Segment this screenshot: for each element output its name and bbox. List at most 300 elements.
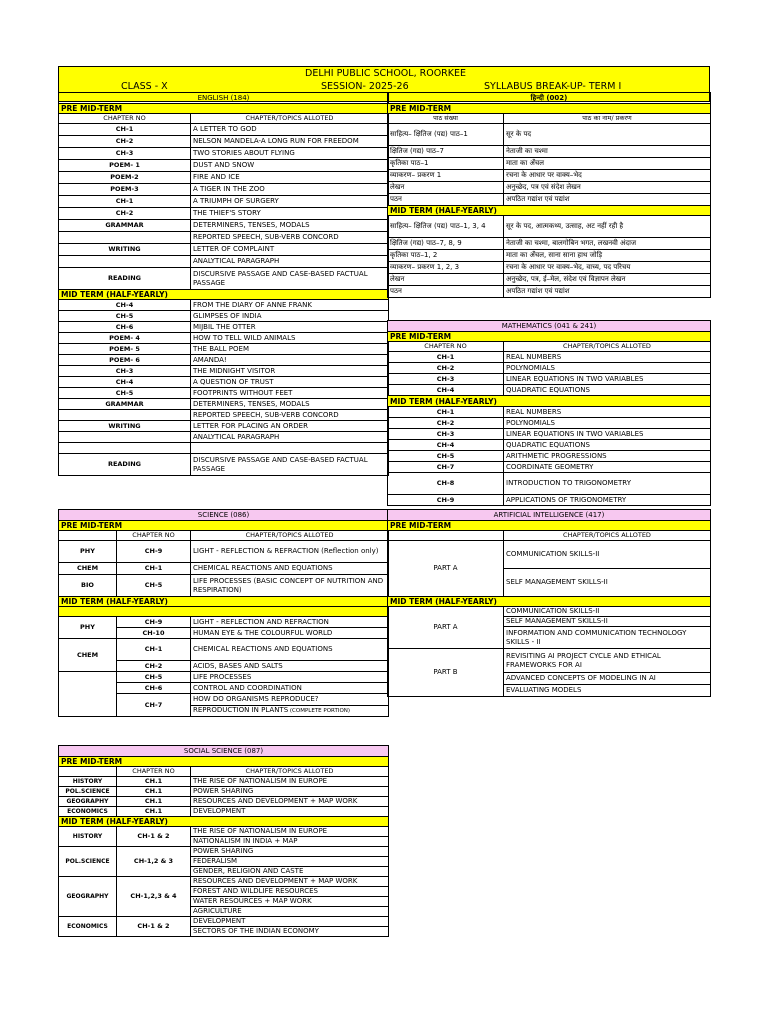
chapter-topic: ANALYTICAL PARAGRAPH <box>191 432 389 443</box>
table-row <box>388 170 711 182</box>
section-title-row <box>388 93 711 104</box>
chapter-no: CH-1 <box>388 407 504 418</box>
table-row <box>59 366 389 377</box>
path-name: रचना के आधार पर वाक्य–भेद, वाच्य, पद परिचय <box>504 262 711 274</box>
chapter-topic: HOW DO ORGANISMS REPRODUCE? <box>191 694 389 706</box>
subject-name: PHY <box>59 617 117 639</box>
chapter-topic: FOOTPRINTS WITHOUT FEET <box>191 388 389 399</box>
chapter-no: CH-6 <box>117 683 191 694</box>
chapter-no: CH.1 <box>117 777 191 787</box>
chapter-no <box>59 232 191 244</box>
chapter-no: CH-5 <box>117 575 191 597</box>
part-a-label: PART A <box>388 607 504 649</box>
chapter-no: READING <box>59 454 191 476</box>
chapter-no: WRITING <box>59 421 191 432</box>
math-table <box>387 320 711 506</box>
science-table <box>58 509 389 717</box>
chapter-no: CH-2 <box>59 136 191 148</box>
path-name: अपठित गद्यांश एवं पद्यांश <box>504 286 711 298</box>
subject-header <box>59 531 117 541</box>
chapter-no: CH-10 <box>117 628 191 639</box>
chapter-topic: DETERMINERS, TENSES, MODALS <box>191 399 389 410</box>
table-row <box>59 399 389 410</box>
table-row <box>59 208 389 220</box>
class-label: CLASS - X <box>121 81 168 92</box>
table-row <box>59 432 389 443</box>
chapter-no <box>59 443 191 454</box>
chapter-no: CH-3 <box>59 148 191 160</box>
table-row <box>59 244 389 256</box>
table-row <box>388 418 711 429</box>
table-row <box>59 917 389 927</box>
pre-mid-label: PRE MID-TERM <box>388 521 711 531</box>
chapter-topic: LIFE PROCESSES <box>191 672 389 683</box>
chapter-no: CH-5 <box>388 451 504 462</box>
table-row <box>59 410 389 421</box>
table-row <box>59 797 389 807</box>
chapter-topic: ARITHMETIC PROGRESSIONS <box>504 451 711 462</box>
chapter-topic: FIRE AND ICE <box>191 172 389 184</box>
chapter-no-header: CHAPTER NO <box>388 342 504 352</box>
term-row <box>388 206 711 216</box>
table-row <box>59 827 389 837</box>
column-header-row <box>59 531 389 541</box>
path-name: अनुच्छेद, पत्र एवं संदेश लेखन <box>504 182 711 194</box>
yellow-spacer <box>59 607 389 617</box>
column-header-row <box>59 114 389 124</box>
chapter-no: CH-7 <box>388 462 504 473</box>
topics-header: CHAPTER/TOPICS ALLOTED <box>504 342 711 352</box>
subject-name: ECONOMICS <box>59 917 117 937</box>
path-number: क्षितिज (गद्य) पाठ–7 <box>388 146 504 158</box>
chapter-no: CH-4 <box>388 385 504 396</box>
mid-term-label: MID TERM (HALF-YEARLY) <box>388 597 711 607</box>
chapter-topic: HUMAN EYE & THE COLOURFUL WORLD <box>191 628 389 639</box>
chapter-topic: FROM THE DIARY OF ANNE FRANK <box>191 300 389 311</box>
table-row <box>59 124 389 136</box>
chapter-no-header: CHAPTER NO <box>59 114 191 124</box>
table-row <box>59 541 389 563</box>
table-row <box>59 672 389 683</box>
chapter-topic: THE BALL POEM <box>191 344 389 355</box>
chapter-topic: POWER SHARING <box>191 847 389 857</box>
table-row <box>59 196 389 208</box>
path-number: साहित्य– क्षितिज (पद्य) पाठ–1, 3, 4 <box>388 216 504 238</box>
table-row <box>388 286 711 298</box>
table-row <box>59 877 389 887</box>
ai-table <box>387 509 711 697</box>
chapter-topic: DISCURSIVE PASSAGE AND CASE-BASED FACTUAL PASSAGE <box>191 454 389 476</box>
ai-title: ARTIFICIAL INTELLIGENCE (417) <box>388 510 711 521</box>
chapter-no: CH-2 <box>388 363 504 374</box>
table-row <box>59 639 389 661</box>
chapter-no: CH.1 <box>117 797 191 807</box>
chapter-no: CH-8 <box>388 473 504 495</box>
chapter-no: CH-1 & 2 <box>117 827 191 847</box>
table-row <box>59 160 389 172</box>
table-row <box>388 451 711 462</box>
topics-header: CHAPTER/TOPICS ALLOTED <box>191 114 389 124</box>
section-title-row <box>59 746 389 757</box>
table-row <box>59 575 389 597</box>
table-row <box>388 607 711 617</box>
pre-mid-label: PRE MID-TERM <box>388 332 711 342</box>
chapter-no <box>59 432 191 443</box>
section-title-row <box>59 93 389 104</box>
chapter-topic: A TRIUMPH OF SURGERY <box>191 196 389 208</box>
chapter-topic: NATIONALISM IN INDIA + MAP <box>191 837 389 847</box>
chapter-no: CH-9 <box>117 617 191 628</box>
syllabus-label: SYLLABUS BREAK-UP- TERM I <box>484 81 622 92</box>
chapter-topic: ACIDS, BASES AND SALTS <box>191 661 389 672</box>
chapter-topic: DUST AND SNOW <box>191 160 389 172</box>
chapter-topic: WATER RESOURCES + MAP WORK <box>191 897 389 907</box>
chapter-topic: INFORMATION AND COMMUNICATION TECHNOLOGY SKILLS - II <box>504 627 711 649</box>
chapter-topic: INTRODUCTION TO TRIGONOMETRY <box>504 473 711 495</box>
chapter-no: CH-9 <box>388 495 504 506</box>
table-row <box>388 250 711 262</box>
table-row <box>388 274 711 286</box>
chapter-no: CH-7 <box>117 694 191 717</box>
column-header-row <box>388 114 711 124</box>
table-row <box>388 194 711 206</box>
chapter-no: CH-1 <box>117 563 191 575</box>
chapter-topic: ANALYTICAL PARAGRAPH <box>191 256 389 268</box>
english-title: ENGLISH (184) <box>59 93 389 104</box>
table-row <box>59 232 389 244</box>
table-row <box>59 333 389 344</box>
chapter-no: CH-6 <box>59 322 191 333</box>
chapter-topic: LIGHT - REFLECTION & REFRACTION (Reflection only) <box>191 541 389 563</box>
table-row <box>388 374 711 385</box>
chapter-topic: DISCURSIVE PASSAGE AND CASE-BASED FACTUAL PASSAGE <box>191 268 389 290</box>
chapter-no: GRAMMAR <box>59 220 191 232</box>
subject-header <box>59 767 117 777</box>
science-title: SCIENCE (086) <box>59 510 389 521</box>
table-row <box>59 184 389 196</box>
chapter-no: CH-5 <box>59 388 191 399</box>
path-number: कृतिका पाठ–1 <box>388 158 504 170</box>
table-row <box>59 256 389 268</box>
table-row <box>59 172 389 184</box>
table-row <box>59 136 389 148</box>
path-number: क्षितिज (गद्य) पाठ–7, 8, 9 <box>388 238 504 250</box>
chapter-topic: RESOURCES AND DEVELOPMENT + MAP WORK <box>191 797 389 807</box>
chapter-no: CH-4 <box>388 440 504 451</box>
chapter-topic: TWO STORIES ABOUT FLYING <box>191 148 389 160</box>
term-row <box>59 104 389 114</box>
subject-name: GEOGRAPHY <box>59 877 117 917</box>
chapter-topic <box>191 443 389 454</box>
term-row <box>59 817 389 827</box>
table-row <box>388 238 711 250</box>
path-name: अनुच्छेद, पत्र, ई–मेल, संदेश एवं विज्ञापन लेखन <box>504 274 711 286</box>
school-name: DELHI PUBLIC SCHOOL, ROORKEE <box>305 68 467 79</box>
chapter-topic: A QUESTION OF TRUST <box>191 377 389 388</box>
pre-mid-label: PRE MID-TERM <box>388 104 711 114</box>
chapter-no: CH-2 <box>59 208 191 220</box>
part-b-label: PART B <box>388 649 504 697</box>
path-number: लेखन <box>388 182 504 194</box>
chapter-no: CH-2 <box>388 418 504 429</box>
chapter-topic: POLYNOMIALS <box>504 418 711 429</box>
chapter-no: CH-1 <box>117 639 191 661</box>
table-row <box>388 363 711 374</box>
table-row <box>388 385 711 396</box>
subject-name <box>59 672 117 717</box>
term-row <box>388 597 711 607</box>
chapter-topic: MIJBIL THE OTTER <box>191 322 389 333</box>
chapter-no: CH-4 <box>59 377 191 388</box>
chapter-no <box>59 256 191 268</box>
table-row <box>59 148 389 160</box>
chapter-topic: DETERMINERS, TENSES, MODALS <box>191 220 389 232</box>
chapter-no: CH-2 <box>117 661 191 672</box>
path-number: पठन <box>388 194 504 206</box>
chapter-topic: REPORTED SPEECH, SUB-VERB CONCORD <box>191 232 389 244</box>
term-row <box>59 757 389 767</box>
chapter-topic: SECTORS OF THE INDIAN ECONOMY <box>191 927 389 937</box>
sst-title: SOCIAL SCIENCE (087) <box>59 746 389 757</box>
chapter-no: POEM- 4 <box>59 333 191 344</box>
term-row <box>59 290 389 300</box>
section-title-row <box>388 321 711 332</box>
table-row <box>59 807 389 817</box>
chapter-topic: REAL NUMBERS <box>504 352 711 363</box>
table-row <box>59 847 389 857</box>
sst-table <box>58 745 389 937</box>
chapter-topic: COMMUNICATION SKILLS-II <box>504 541 711 569</box>
chapter-no: CH-1 & 2 <box>117 917 191 937</box>
path-name-header: पाठ का नाम/ प्रकरण <box>504 114 711 124</box>
subject-name: PHY <box>59 541 117 563</box>
table-row <box>388 146 711 158</box>
chapter-no-header: CHAPTER NO <box>117 531 191 541</box>
chapter-no: CH.1 <box>117 787 191 797</box>
table-row <box>59 421 389 432</box>
table-row <box>59 311 389 322</box>
chapter-topic: COMMUNICATION SKILLS-II <box>504 607 711 617</box>
subject-name: BIO <box>59 575 117 597</box>
math-title: MATHEMATICS (041 & 241) <box>388 321 711 332</box>
chapter-no: GRAMMAR <box>59 399 191 410</box>
chapter-topic: LINEAR EQUATIONS IN TWO VARIABLES <box>504 374 711 385</box>
table-row <box>388 216 711 238</box>
table-row <box>59 443 389 454</box>
subject-name: POL.SCIENCE <box>59 847 117 877</box>
path-number: कृतिका पाठ–1, 2 <box>388 250 504 262</box>
chapter-no: CH-1,2 & 3 <box>117 847 191 877</box>
chapter-topic: SELF MANAGEMENT SKILLS-II <box>504 569 711 597</box>
mid-term-label: MID TERM (HALF-YEARLY) <box>388 206 711 216</box>
chapter-topic: THE RISE OF NATIONALISM IN EUROPE <box>191 827 389 837</box>
table-row <box>388 158 711 170</box>
chapter-no: CH-9 <box>117 541 191 563</box>
chapter-no: CH-4 <box>59 300 191 311</box>
session-label: SESSION- 2025-26 <box>321 81 409 92</box>
section-title-row <box>59 510 389 521</box>
chapter-topic: LINEAR EQUATIONS IN TWO VARIABLES <box>504 429 711 440</box>
path-name: सूर के पद, आत्मकथ्य, उत्साह, अट नहीं रही है <box>504 216 711 238</box>
chapter-topic: DEVELOPMENT <box>191 807 389 817</box>
topics-header: CHAPTER/TOPICS ALLOTED <box>191 767 389 777</box>
hindi-title: हिन्दी (002) <box>388 93 711 104</box>
table-row <box>59 355 389 366</box>
chapter-topic: LIGHT - REFLECTION AND REFRACTION <box>191 617 389 628</box>
chapter-topic: QUADRATIC EQUATIONS <box>504 440 711 451</box>
chapter-topic: REPORTED SPEECH, SUB-VERB CONCORD <box>191 410 389 421</box>
term-row <box>388 521 711 531</box>
table-row <box>59 322 389 333</box>
chapter-no-header: CHAPTER NO <box>117 767 191 777</box>
subject-name: CHEM <box>59 639 117 672</box>
chapter-no: CH.1 <box>117 807 191 817</box>
chapter-topic: NELSON MANDELA-A LONG RUN FOR FREEDOM <box>191 136 389 148</box>
chapter-topic: LETTER OF COMPLAINT <box>191 244 389 256</box>
path-number: साहित्य– क्षितिज (पद्य) पाठ–1 <box>388 124 504 146</box>
hindi-table <box>387 92 711 298</box>
table-row <box>388 124 711 146</box>
path-number: व्याकरण– प्रकरण 1, 2, 3 <box>388 262 504 274</box>
table-row <box>59 268 389 290</box>
table-row <box>59 377 389 388</box>
chapter-topic: QUADRATIC EQUATIONS <box>504 385 711 396</box>
subject-name: GEOGRAPHY <box>59 797 117 807</box>
chapter-no: POEM- 5 <box>59 344 191 355</box>
mid-term-label: MID TERM (HALF-YEARLY) <box>388 396 711 407</box>
mid-term-label: MID TERM (HALF-YEARLY) <box>59 597 389 607</box>
chapter-no: CH-1 <box>388 352 504 363</box>
table-row <box>388 541 711 569</box>
column-header-row <box>59 767 389 777</box>
chapter-topic: THE MIDNIGHT VISITOR <box>191 366 389 377</box>
topics-header: CHAPTER/TOPICS ALLOTED <box>504 531 711 541</box>
mid-term-label: MID TERM (HALF-YEARLY) <box>59 817 389 827</box>
chapter-topic: AMANDA! <box>191 355 389 366</box>
chapter-no: CH-5 <box>117 672 191 683</box>
pre-mid-label: PRE MID-TERM <box>59 104 389 114</box>
term-row <box>59 597 389 607</box>
chapter-no: CH-1 <box>59 124 191 136</box>
table-row <box>388 182 711 194</box>
table-row <box>59 344 389 355</box>
chapter-topic: GLIMPSES OF INDIA <box>191 311 389 322</box>
table-row <box>59 220 389 232</box>
pre-mid-label: PRE MID-TERM <box>59 521 389 531</box>
chapter-topic: CONTROL AND COORDINATION <box>191 683 389 694</box>
part-a-label: PART A <box>388 541 504 597</box>
subject-name: POL.SCIENCE <box>59 787 117 797</box>
chapter-no <box>59 410 191 421</box>
subject-name: HISTORY <box>59 777 117 787</box>
chapter-topic: GENDER, RELIGION AND CASTE <box>191 867 389 877</box>
topic-note: (COMPLETE PORTION) <box>288 708 351 714</box>
table-row <box>388 649 711 673</box>
table-row <box>388 440 711 451</box>
path-number: लेखन <box>388 274 504 286</box>
chapter-topic: APPLICATIONS OF TRIGONOMETRY <box>504 495 711 506</box>
table-row <box>59 777 389 787</box>
chapter-topic: A LETTER TO GOD <box>191 124 389 136</box>
subject-name: HISTORY <box>59 827 117 847</box>
chapter-no: CH-5 <box>59 311 191 322</box>
table-row <box>388 473 711 495</box>
table-row <box>59 563 389 575</box>
chapter-topic: POWER SHARING <box>191 787 389 797</box>
path-name: नेताजी का चश्मा <box>504 146 711 158</box>
chapter-topic: EVALUATING MODELS <box>504 685 711 697</box>
term-row <box>59 521 389 531</box>
term-row <box>388 396 711 407</box>
term-row <box>388 332 711 342</box>
path-name: नेताजी का चश्मा, बालगोबिन भगत, लखनवी अंदाज <box>504 238 711 250</box>
chapter-topic: COORDINATE GEOMETRY <box>504 462 711 473</box>
english-table <box>58 92 389 476</box>
chapter-topic: REVISITING AI PROJECT CYCLE AND ETHICAL FRAMEWORKS FOR AI <box>504 649 711 673</box>
table-row <box>388 352 711 363</box>
path-number: पठन <box>388 286 504 298</box>
table-row <box>59 454 389 476</box>
chapter-no: CH-3 <box>388 429 504 440</box>
chapter-no: CH-1 <box>59 196 191 208</box>
chapter-topic: AGRICULTURE <box>191 907 389 917</box>
chapter-topic: LETTER FOR PLACING AN ORDER <box>191 421 389 432</box>
chapter-topic: RESOURCES AND DEVELOPMENT + MAP WORK <box>191 877 389 887</box>
chapter-no: POEM-2 <box>59 172 191 184</box>
table-row <box>59 388 389 399</box>
chapter-no: POEM-3 <box>59 184 191 196</box>
chapter-topic: ADVANCED CONCEPTS OF MODELING IN AI <box>504 673 711 685</box>
chapter-topic: LIFE PROCESSES (BASIC CONCEPT OF NUTRITION AND RESPIRATION) <box>191 575 389 597</box>
chapter-topic: REPRODUCTION IN PLANTS (COMPLETE PORTION) <box>191 706 389 717</box>
chapter-topic: THE RISE OF NATIONALISM IN EUROPE <box>191 777 389 787</box>
chapter-no: POEM- 1 <box>59 160 191 172</box>
pre-mid-label: PRE MID-TERM <box>59 757 389 767</box>
section-title-row <box>388 510 711 521</box>
path-name: माता का अँचल, साना साना हाथ जोड़ि <box>504 250 711 262</box>
chapter-no: CH-3 <box>388 374 504 385</box>
subject-name: CHEM <box>59 563 117 575</box>
column-header-row <box>388 531 711 541</box>
table-row <box>388 495 711 506</box>
term-row <box>388 104 711 114</box>
table-row <box>388 407 711 418</box>
mid-term-label: MID TERM (HALF-YEARLY) <box>59 290 389 300</box>
table-row <box>59 617 389 628</box>
chapter-topic: HOW TO TELL WILD ANIMALS <box>191 333 389 344</box>
path-name: सूर के पद <box>504 124 711 146</box>
part-header <box>388 531 504 541</box>
spacer-row <box>59 607 389 617</box>
path-number-header: पाठ संख्या <box>388 114 504 124</box>
column-header-row <box>388 342 711 352</box>
path-name: रचना के आधार पर वाक्य–भेद <box>504 170 711 182</box>
table-row <box>388 462 711 473</box>
chapter-no: CH-1,2,3 & 4 <box>117 877 191 917</box>
table-row <box>388 429 711 440</box>
chapter-no: CH-3 <box>59 366 191 377</box>
chapter-no: READING <box>59 268 191 290</box>
chapter-topic: CHEMICAL REACTIONS AND EQUATIONS <box>191 563 389 575</box>
subject-name: ECONOMICS <box>59 807 117 817</box>
chapter-no: POEM- 6 <box>59 355 191 366</box>
chapter-topic: FOREST AND WILDLIFE RESOURCES <box>191 887 389 897</box>
chapter-no: WRITING <box>59 244 191 256</box>
topics-header: CHAPTER/TOPICS ALLOTED <box>191 531 389 541</box>
table-row <box>388 262 711 274</box>
chapter-topic: DEVELOPMENT <box>191 917 389 927</box>
path-number: व्याकरण– प्रकरण 1 <box>388 170 504 182</box>
